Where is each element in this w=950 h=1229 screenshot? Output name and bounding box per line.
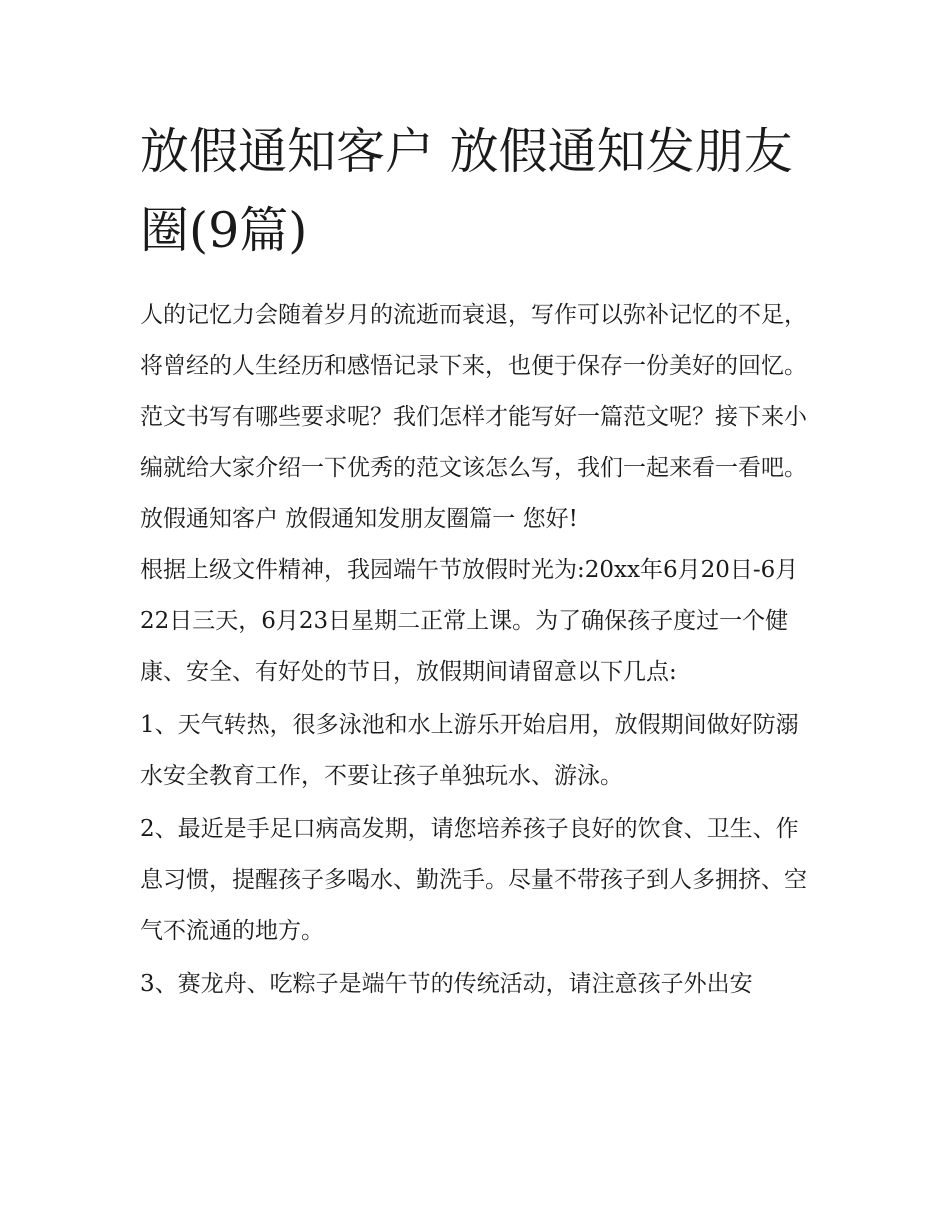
document-page [140,112,820,1010]
intro-paragraph: 人的记忆力会随着岁月的流逝而衰退，写作可以弥补记忆的不足，将曾经的人生经历和感悟记录下来，也便于保存一份美好的回忆。范文书写有哪些要求呢？我们怎样才能写好一篇范文呢？接下来小编就给大家介绍一下优秀的范文该怎么写，我们一起来看一看吧。 [140,302,807,481]
section-heading: 放假通知客户 放假通知发朋友圈篇一 您好! [140,506,578,532]
document-body [140,290,820,1010]
notice-item-2: 2、最近是手足口病高发期，请您培养孩子良好的饮食、卫生、作息习惯，提醒孩子多喝水、勤洗手。尽量不带孩子到人多拥挤、空气不流通的地方。 [140,816,807,944]
document-title: 放假通知客户 放假通知发朋友圈(9篇) [140,123,793,259]
notice-item-3: 3、赛龙舟、吃粽子是端午节的传统活动，请注意孩子外出安 [140,971,753,997]
notice-item-1: 1、天气转热，很多泳池和水上游乐开始启用，放假期间做好防溺水安全教育工作，不要让孩子单独玩水、游泳。 [140,712,799,789]
notice-paragraph: 根据上级文件精神，我园端午节放假时光为:20xx年6月20日-6月22日三天，6月23日星期二正常上课。为了确保孩子度过一个健康、安全、有好处的节日，放假期间请留意以下几点: [140,557,799,685]
